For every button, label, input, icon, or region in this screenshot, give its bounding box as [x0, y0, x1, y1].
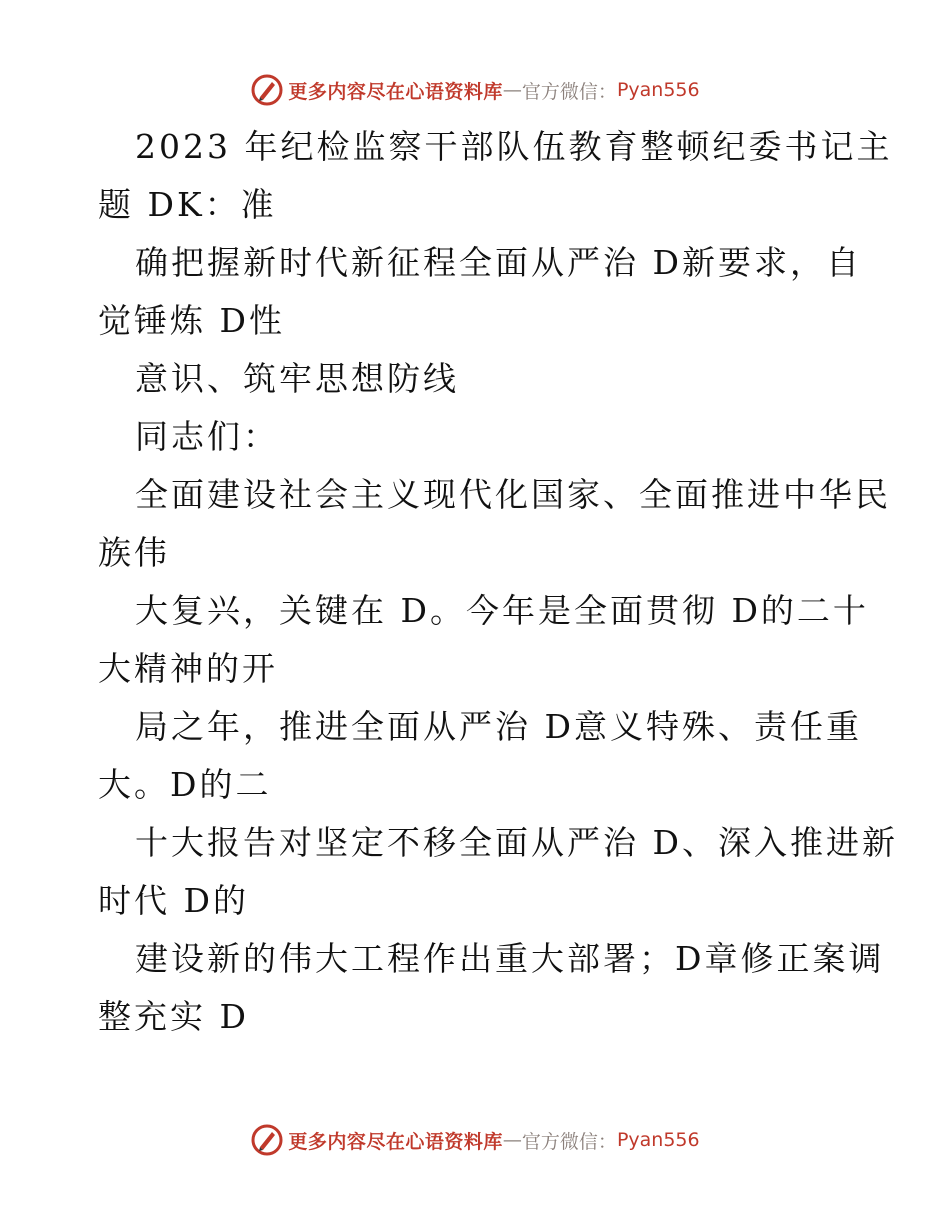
header-banner: [0, 70, 950, 110]
paragraph-line: 觉锤炼 D性: [98, 301, 285, 340]
paragraph-line: 族伟: [98, 533, 170, 572]
banner-prefix: 更多内容尽在心语资料库: [288, 1130, 503, 1153]
banner-official: 官方微信：: [521, 1130, 617, 1153]
paragraph-line: 整充实 D: [98, 997, 249, 1036]
pen-circle-icon: [250, 1123, 284, 1157]
banner-dash: —: [502, 1129, 522, 1151]
paragraph-line: 题 DK：准: [98, 185, 277, 224]
paragraph-line: 建设新的伟大工程作出重大部署；D章修正案调: [135, 939, 885, 978]
document-body: [98, 118, 898, 1046]
paragraph-line: 意识、筑牢思想防线: [135, 359, 459, 398]
paragraph-line: 同志们：: [135, 417, 279, 456]
pen-circle-icon: [250, 73, 284, 107]
banner-wechat-id: Pyan556: [616, 1129, 700, 1151]
paragraph-line: 全面建设社会主义现代化国家、全面推进中华民: [135, 475, 891, 514]
paragraph-line: 确把握新时代新征程全面从严治 D新要求，自: [135, 243, 862, 282]
banner-prefix: 更多内容尽在心语资料库: [288, 80, 503, 103]
paragraph-line: 局之年，推进全面从严治 D意义特殊、责任重: [135, 707, 862, 746]
banner-wechat-id: Pyan556: [616, 79, 700, 101]
footer-banner: [0, 1120, 950, 1160]
paragraph-line: 大精神的开: [98, 649, 278, 688]
paragraph-line: 大。D的二: [98, 765, 272, 804]
paragraph-line: 时代 D的: [98, 881, 249, 920]
paragraph-line: 大复兴，关键在 D。今年是全面贯彻 D的二十: [135, 591, 869, 630]
banner-official: 官方微信：: [521, 80, 617, 103]
banner-dash: —: [502, 79, 522, 101]
paragraph-line: 十大报告对坚定不移全面从严治 D、深入推进新: [135, 823, 898, 862]
paragraph-line: 2023 年纪检监察干部队伍教育整顿纪委书记主: [135, 127, 893, 166]
